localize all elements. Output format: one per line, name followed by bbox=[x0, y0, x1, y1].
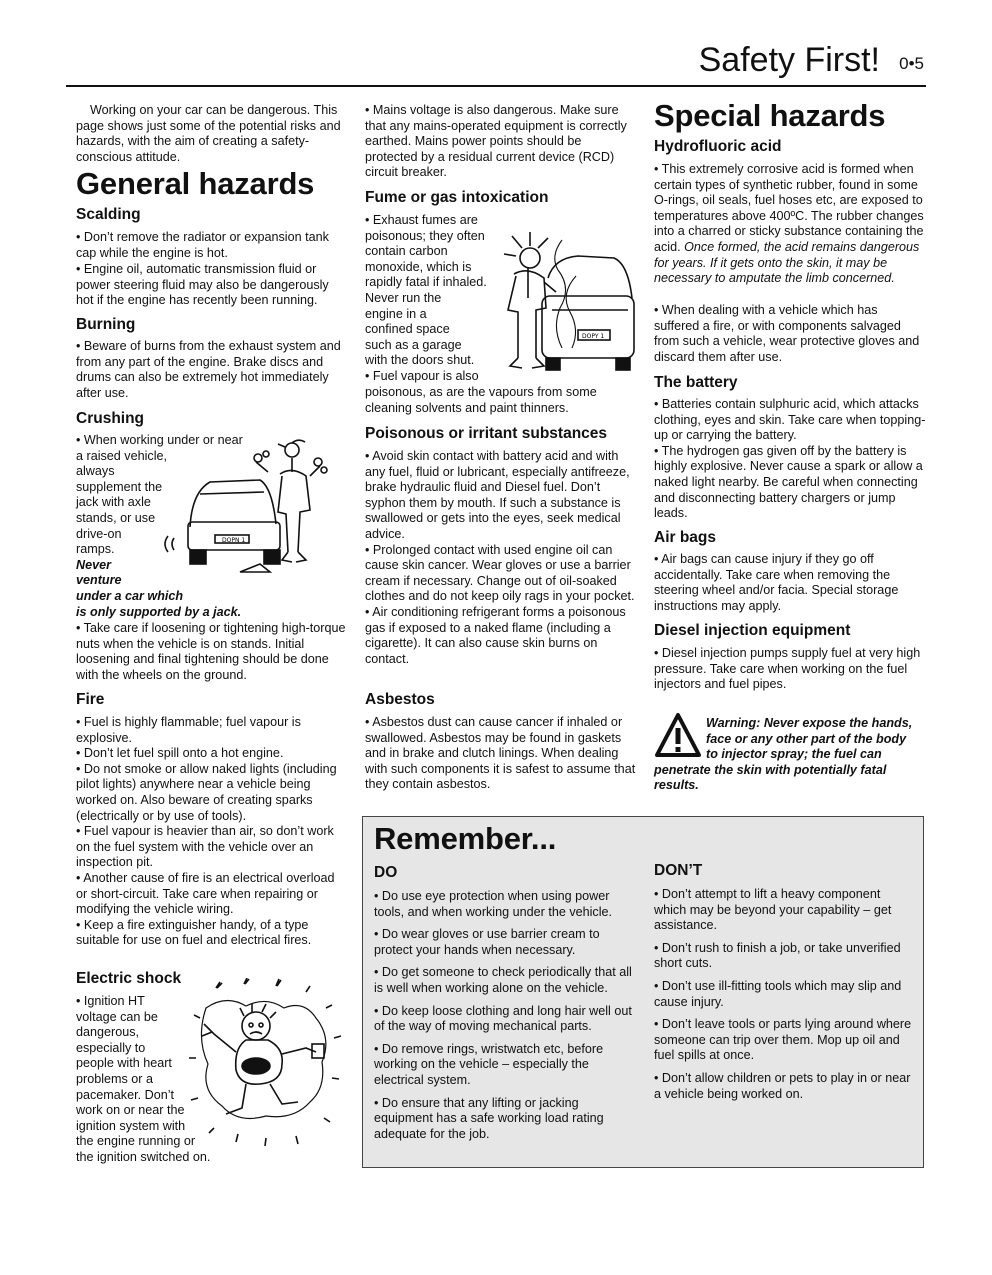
shock-line: ignition system with bbox=[76, 1118, 186, 1133]
battery-text bbox=[654, 397, 926, 522]
diesel-heading: Diesel injection equipment bbox=[654, 622, 851, 639]
fume-line: poisonous; they often bbox=[365, 228, 485, 243]
electric-shock-heading: Electric shock bbox=[76, 970, 182, 987]
fire-p2: • Don’t let fuel spill onto a hot engine. bbox=[76, 746, 284, 761]
crushing-heading: Crushing bbox=[76, 410, 145, 427]
header-rule bbox=[66, 85, 926, 87]
dont-item: • Don’t attempt to lift a heavy component which may be beyond your capability – get assistance. bbox=[654, 887, 892, 933]
airbags-p1: • Air bags can cause injury if they go off accidentally. Take care when removing the steering wheel and/or facia. Special storage instructions may apply. bbox=[654, 552, 899, 613]
fume-line: confined space bbox=[365, 322, 450, 337]
shock-line: people with heart bbox=[76, 1056, 172, 1071]
electric-shock-illustration bbox=[186, 978, 346, 1150]
scalding-heading: Scalding bbox=[76, 206, 141, 223]
exhaust-fumes-illustration bbox=[488, 218, 638, 378]
shock-line: the engine running or bbox=[76, 1134, 196, 1149]
fire-p4: • Fuel vapour is heavier than air, so don’t work on the fuel system with the vehicle over an inspection pit. bbox=[76, 824, 334, 870]
dont-item: • Don’t use ill-fitting tools which may slip and cause injury. bbox=[654, 978, 902, 1009]
warning-line: penetrate the skin with potentially fatal bbox=[654, 762, 887, 777]
crushing-warning-line: venture bbox=[76, 573, 122, 588]
crushing-line: drive-on bbox=[76, 526, 122, 541]
mains-text: • Mains voltage is also dangerous. Make sure that any mains-operated equipment is correctly earthed. Mains power points should be protected by a residual current device (RCD) circuit breaker. bbox=[365, 103, 627, 180]
crushing-warning-line: Never bbox=[76, 557, 112, 572]
fume-text bbox=[365, 213, 505, 385]
burning-heading: Burning bbox=[76, 316, 136, 333]
warning-line: face or any other part of the body bbox=[706, 731, 907, 746]
fume-heading: Fume or gas intoxication bbox=[365, 189, 549, 206]
crushing-warning-line: is only supported by a jack. bbox=[76, 604, 242, 619]
shock-line: dangerous, bbox=[76, 1025, 140, 1040]
remember-box bbox=[362, 816, 924, 1168]
do-heading: DO bbox=[374, 864, 398, 881]
poison-text bbox=[365, 449, 637, 667]
poison-p3: • Air conditioning refrigerant forms a poisonous gas if exposed to a naked flame (including a cigarette). It can also cause skin burns on contact. bbox=[365, 604, 626, 666]
do-item: • Do remove rings, wristwatch etc, before working on the vehicle – especially the electrical system. bbox=[374, 1041, 604, 1087]
dont-item: • Don’t rush to finish a job, or take unverified short cuts. bbox=[654, 940, 901, 971]
airbags-heading: Air bags bbox=[654, 529, 717, 546]
fire-text bbox=[76, 715, 348, 949]
fume-line: contain carbon bbox=[365, 244, 448, 259]
crushing-line: supplement the bbox=[76, 479, 163, 494]
warning-line: results. bbox=[654, 778, 699, 793]
car-plate-text: DOPY 1 bbox=[582, 333, 605, 340]
do-item: • Do ensure that any lifting or jacking equipment has a safe working load rating adequate for the job. bbox=[374, 1095, 604, 1141]
car-on-jack-illustration bbox=[160, 432, 340, 582]
fume-line: • Fuel vapour is also bbox=[365, 368, 479, 383]
shock-line: voltage can be bbox=[76, 1009, 158, 1024]
fume-line: • Exhaust fumes are bbox=[365, 213, 478, 227]
hydrofluoric-p1 bbox=[654, 162, 926, 287]
do-item: • Do keep loose clothing and long hair well out of the way of moving mechanical parts. bbox=[374, 1003, 632, 1034]
page-number: 0•5 bbox=[899, 54, 924, 73]
crushing-line: always bbox=[76, 464, 115, 479]
poison-p2: • Prolonged contact with used engine oil can cause skin cancer. Wear gloves or use a barrier cream if necessary. Change out of oil-soaked clothes and do not keep oily rags in your pocket. bbox=[365, 542, 635, 604]
shock-line: • Ignition HT bbox=[76, 994, 145, 1008]
shock-line: pacemaker. Don’t bbox=[76, 1087, 175, 1102]
asbestos-p1: • Asbestos dust can cause cancer if inhaled or swallowed. Asbestos may be found in gaskets and in brake and clutch linings. When dealing with such components it is safest to assume that they contain asbestos. bbox=[365, 715, 636, 792]
crushing-line: • When working under or near bbox=[76, 433, 243, 447]
crushing-line: stands, or use bbox=[76, 510, 156, 525]
fume-tail: poisonous, as are the vapours from some cleaning solvents and paint thinners. bbox=[365, 385, 597, 415]
do-item: • Do use eye protection when using power tools, and when working under the vehicle. bbox=[374, 889, 613, 919]
battery-p1: • Batteries contain sulphuric acid, which attacks clothing, eyes and skin. Take care when topping-up or carrying the battery. bbox=[654, 397, 926, 443]
fume-line: Never run the bbox=[365, 290, 442, 305]
asbestos-heading: Asbestos bbox=[365, 691, 435, 708]
page-title: Safety First! bbox=[698, 41, 880, 79]
crushing-p2: • Take care if loosening or tightening high-torque nuts when the vehicle is on stands. Initial loosening and final tightening should be done with the wheels on the ground. bbox=[76, 621, 346, 682]
intro-text: Working on your car can be dangerous. This page shows just some of the potential risks and hazards, with the aim of creating a safety-conscious attitude. bbox=[76, 103, 341, 164]
fume-line: rapidly fatal if inhaled. bbox=[365, 275, 487, 290]
dont-heading: DON’T bbox=[654, 862, 703, 879]
crushing-line: a raised vehicle, bbox=[76, 448, 168, 463]
hydrofluoric-p1-normal: • This extremely corrosive acid is formed when certain types of synthetic rubber, found in some O-rings, oil seals, fuel hoses etc, are exposed to temperatures above 400ºC. The rubber changes into a charred or sticky substance containing the acid. bbox=[654, 162, 924, 254]
warning-line: to injector spray; the fuel can bbox=[706, 747, 882, 762]
fire-p3: • Do not smoke or allow naked lights (including pilot lights) anywhere near a vehicle being worked on. Also beware of creating sparks bbox=[76, 761, 337, 807]
shock-line: work on or near the bbox=[76, 1103, 185, 1118]
shock-line: especially to bbox=[76, 1040, 146, 1055]
injector-warning bbox=[654, 716, 929, 794]
fire-heading: Fire bbox=[76, 691, 105, 708]
do-item: • Do get someone to check periodically that all is well when working alone on the vehicle. bbox=[374, 965, 632, 995]
fume-line: with the doors shut. bbox=[365, 353, 475, 368]
fire-p1: • Fuel is highly flammable; fuel vapour is explosive. bbox=[76, 715, 301, 745]
warning-line: Warning: Never expose the hands, bbox=[706, 716, 913, 730]
remember-title: Remember... bbox=[374, 821, 557, 856]
battery-p2: • The hydrogen gas given off by the battery is highly explosive. Never cause a spark or allow a naked light nearby. Be careful when connecting and disconnecting battery chargers or jump leads. bbox=[654, 443, 923, 521]
shock-line: the ignition switched on. bbox=[76, 1149, 211, 1164]
hydrofluoric-p2: • When dealing with a vehicle which has suffered a fire, or with components salvaged from such a vehicle, wear protective gloves and discard them after use. bbox=[654, 303, 920, 364]
crushing-line: jack with axle bbox=[76, 495, 151, 510]
fire-p3b: (electrically or by use of tools). bbox=[76, 808, 247, 823]
scalding-p2: • Engine oil, automatic transmission fluid or power steering fluid may also be dangerously hot if the engine has recently been running. bbox=[76, 262, 329, 308]
burning-p1: • Beware of burns from the exhaust system and from any part of the engine. Brake discs and drums can also be extremely hot immediately after use. bbox=[76, 339, 341, 400]
poison-p1: • Avoid skin contact with battery acid and with any fuel, fluid or lubricant, especially antifreeze, brake hydraulic fluid and Diesel fuel. Don’t syphon them by mouth. If such a substance is swallowed or gets into the eyes, seek medical advice. bbox=[365, 449, 630, 541]
special-hazards-title: Special hazards bbox=[654, 98, 886, 133]
scalding-p1: • Don’t remove the radiator or expansion tank cap while the engine is hot. bbox=[76, 230, 329, 260]
dont-item: • Don’t allow children or pets to play in or near a vehicle being worked on. bbox=[654, 1070, 911, 1101]
fire-p6: • Keep a fire extinguisher handy, of a type suitable for use on fuel and electrical fires. bbox=[76, 917, 312, 948]
hydrofluoric-heading: Hydrofluoric acid bbox=[654, 138, 782, 155]
crushing-warning-line: under a car which bbox=[76, 588, 184, 603]
general-hazards-title: General hazards bbox=[76, 166, 315, 201]
crushing-line: ramps. bbox=[76, 542, 115, 557]
shock-line: problems or a bbox=[76, 1071, 153, 1086]
fire-p5: • Another cause of fire is an electrical overload or short-circuit. Take care when repairing or modifying the vehicle wiring. bbox=[76, 870, 335, 917]
battery-heading: The battery bbox=[654, 374, 738, 391]
hydrofluoric-p1-italic: Once formed, the acid remains dangerous for years. If it gets onto the skin, it may be necessary to amputate the limb concerned. bbox=[654, 239, 920, 286]
fume-line: monoxide, which is bbox=[365, 259, 472, 274]
poison-heading: Poisonous or irritant substances bbox=[365, 425, 608, 442]
fume-line: engine in a bbox=[365, 306, 427, 321]
diesel-p1: • Diesel injection pumps supply fuel at very high pressure. Take care when working on the fuel injectors and fuel pipes. bbox=[654, 646, 921, 692]
car-plate-text: DOPN 1 bbox=[222, 537, 246, 544]
dont-item: • Don’t leave tools or parts lying around where someone can trip over them. Mop up oil and fuel spills at once. bbox=[654, 1017, 912, 1063]
fume-line: such as a garage bbox=[365, 337, 462, 352]
do-item: • Do wear gloves or use barrier cream to protect your hands when necessary. bbox=[374, 927, 600, 957]
dont-column bbox=[654, 861, 914, 1102]
do-column bbox=[374, 863, 634, 1142]
